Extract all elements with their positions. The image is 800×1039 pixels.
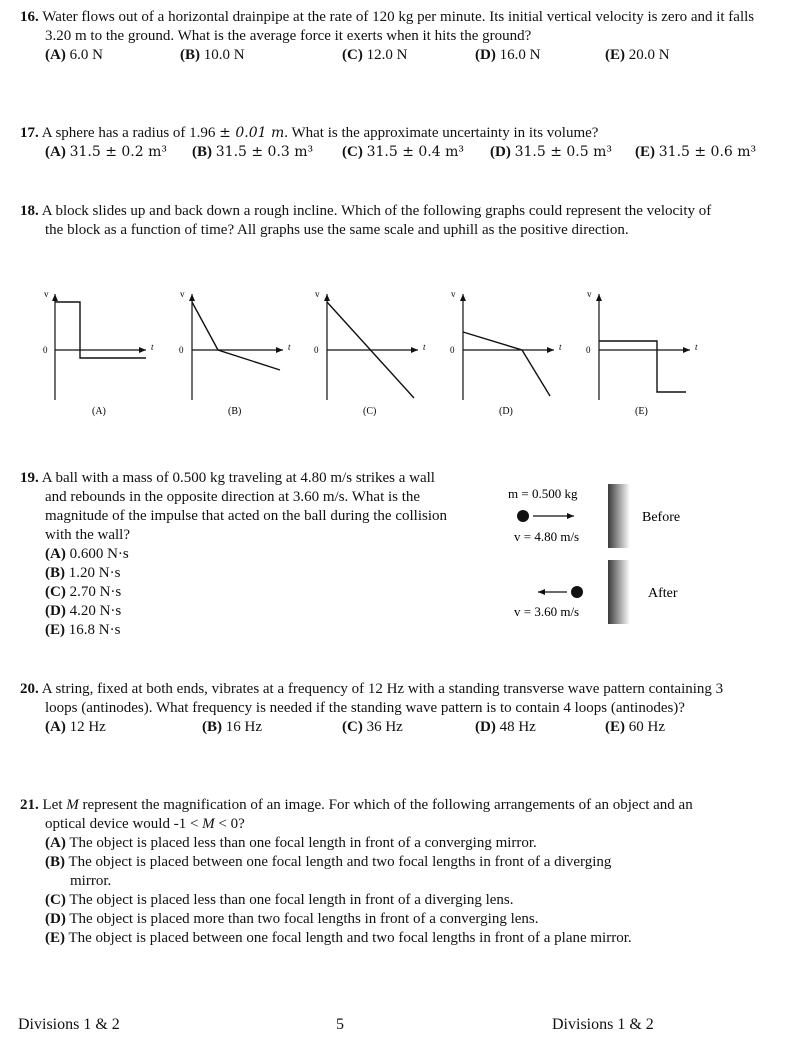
- collision-figure: [490, 476, 740, 636]
- choice-e: (E) 31.5 ± 0.6 m³: [635, 144, 757, 160]
- question-number: 19.: [20, 470, 39, 486]
- graph-d: [450, 289, 562, 417]
- origin-label: 0: [179, 345, 184, 355]
- origin-label: 0: [314, 345, 319, 355]
- choice-c: (C) 2.70 N·s: [45, 584, 122, 600]
- choice-a: (A) 0.600 N·s: [45, 546, 129, 562]
- choice-c: (C) The object is placed less than one focal length in front of a diverging lens.: [45, 892, 514, 908]
- graph-e: [586, 289, 698, 417]
- choice-d: (D) 4.20 N·s: [45, 603, 122, 619]
- question-number: 20.: [20, 681, 39, 697]
- t-label: t: [288, 342, 291, 352]
- choice-a: (A) 12 Hz: [45, 719, 106, 735]
- origin-label: 0: [43, 345, 48, 355]
- t-label: t: [559, 342, 562, 352]
- after-scene: [514, 560, 678, 624]
- choice-e: (E) The object is placed between one focal length and two focal lengths in front of a plane mirror.: [45, 930, 632, 946]
- v-label: v: [451, 289, 456, 299]
- velocity-curve: [463, 332, 550, 396]
- velocity-before-label: v = 4.80 m/s: [514, 529, 580, 544]
- choice-d: (D) 31.5 ± 0.5 m³: [490, 144, 612, 160]
- origin-label: 0: [586, 345, 591, 355]
- question-20: [20, 680, 780, 737]
- choice-d: (D) 16.0 N: [475, 47, 541, 63]
- velocity-curve: [599, 341, 686, 392]
- graph-label: (D): [499, 406, 513, 417]
- wall: [608, 484, 630, 548]
- choice-a: (A) The object is placed less than one focal length in front of a converging mirror.: [45, 835, 537, 851]
- after-label: After: [648, 586, 678, 601]
- v-label: v: [180, 289, 185, 299]
- footer-right: Divisions 1 & 2: [552, 1016, 654, 1033]
- choice-c: (C) 31.5 ± 0.4 m³: [342, 144, 464, 160]
- t-label: t: [695, 342, 698, 352]
- question-19-stem: 19. A ball with a mass of 0.500 kg traveling at 4.80 m/s strikes a wall and rebounds in the opposite direction at 3.60 m/s. What is the magnitude of the impulse that acted on the ball during the collision with the wall?: [20, 470, 447, 543]
- graph-a: [43, 289, 154, 417]
- question-19: [20, 469, 460, 640]
- question-17-stem: 17. A sphere has a radius of 1.96 ± 0.01 m. What is the approximate uncertainty in its volume?: [20, 125, 599, 141]
- choice-b-continued: mirror.: [70, 873, 112, 889]
- velocity-graphs: [0, 282, 800, 432]
- page-number: 5: [336, 1016, 344, 1033]
- wall: [608, 560, 630, 624]
- question-17: [20, 124, 780, 162]
- graph-label: (A): [92, 406, 106, 417]
- ball: [517, 510, 529, 522]
- choice-b: (B) 1.20 N·s: [45, 565, 121, 581]
- graph-label: (C): [363, 406, 377, 417]
- footer-left: Divisions 1 & 2: [18, 1016, 120, 1033]
- graph-label: (B): [228, 406, 242, 417]
- velocity-curve: [192, 302, 280, 370]
- question-number: 18.: [20, 203, 39, 219]
- choice-b: (B) 31.5 ± 0.3 m³: [192, 144, 314, 160]
- t-label: t: [151, 342, 154, 352]
- question-number: 17.: [20, 125, 39, 141]
- choice-b: (B) 16 Hz: [202, 719, 262, 735]
- question-16: [20, 8, 780, 65]
- choice-c: (C) 36 Hz: [342, 719, 403, 735]
- v-label: v: [44, 289, 49, 299]
- question-21: [20, 796, 780, 948]
- question-16-stem: 16. Water flows out of a horizontal drainpipe at the rate of 120 kg per minute. Its initial vertical velocity is zero and it falls 3.20 m to the ground. What is the average force it exerts when it hits the ground?: [20, 9, 755, 44]
- question-17-choices: [20, 143, 780, 162]
- velocity-after-label: v = 3.60 m/s: [514, 604, 580, 619]
- origin-label: 0: [450, 345, 455, 355]
- v-label: v: [315, 289, 320, 299]
- question-19-choices: [20, 545, 460, 640]
- question-number: 21.: [20, 797, 39, 813]
- t-label: t: [423, 342, 426, 352]
- choice-a: (A) 31.5 ± 0.2 m³: [45, 144, 167, 160]
- v-label: v: [587, 289, 592, 299]
- before-scene: [508, 484, 680, 548]
- question-18: [20, 202, 780, 240]
- mass-label: m = 0.500 kg: [508, 486, 578, 501]
- choice-b: (B) The object is placed between one focal length and two focal lengths in front of a diverging: [45, 854, 612, 870]
- choice-e: (E) 20.0 N: [605, 47, 670, 63]
- choice-d: (D) The object is placed more than two focal lengths in front of a converging lens.: [45, 911, 539, 927]
- graph-label: (E): [635, 406, 648, 417]
- choice-a: (A) 6.0 N: [45, 47, 103, 63]
- question-20-stem: 20. A string, fixed at both ends, vibrates at a frequency of 12 Hz with a standing transverse wave pattern containing 3 loops (antinodes). What frequency is needed if the standing wave pattern is to contain 4 loops (antinodes)?: [20, 681, 724, 716]
- choice-c: (C) 12.0 N: [342, 47, 408, 63]
- choice-e: (E) 60 Hz: [605, 719, 665, 735]
- question-20-choices: [20, 718, 780, 737]
- question-number: 16.: [20, 9, 39, 25]
- question-18-stem: 18. A block slides up and back down a rough incline. Which of the following graphs could represent the velocity of the block as a function of time? All graphs use the same scale and uphill as the positive direction.: [20, 203, 712, 238]
- before-label: Before: [642, 510, 681, 525]
- question-21-choices: [20, 834, 780, 948]
- choice-e: (E) 16.8 N·s: [45, 622, 121, 638]
- choice-d: (D) 48 Hz: [475, 719, 536, 735]
- question-21-stem: 21. Let M represent the magnification of an image. For which of the following arrangements of an object and an optical device would -1 < M < 0?: [20, 797, 693, 832]
- choice-b: (B) 10.0 N: [180, 47, 245, 63]
- ball: [571, 586, 583, 598]
- graph-c: [314, 289, 426, 417]
- question-16-choices: [20, 46, 780, 65]
- graph-b: [179, 289, 291, 417]
